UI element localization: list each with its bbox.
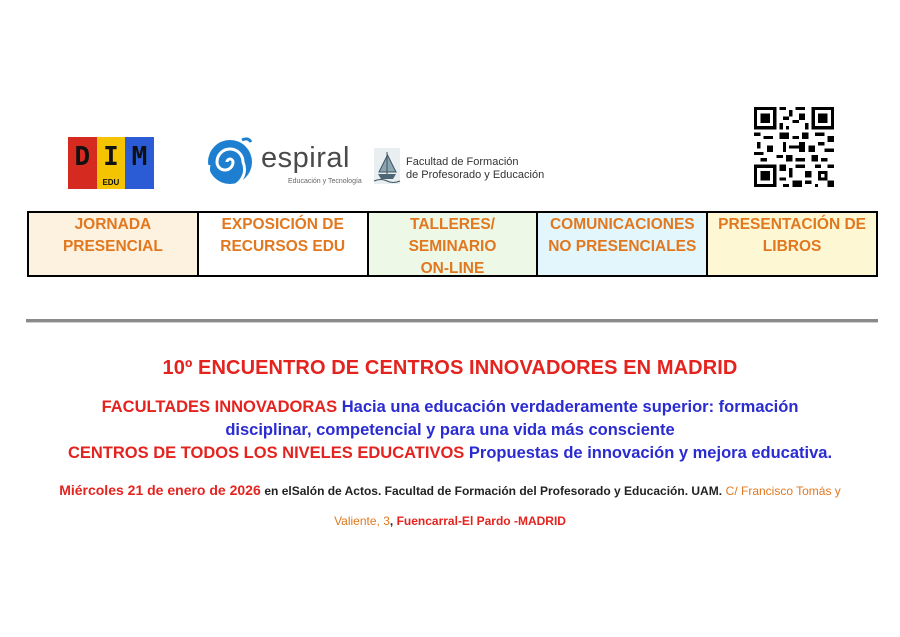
spiral-icon bbox=[206, 136, 254, 186]
espiral-wordmark: espiral bbox=[261, 142, 350, 174]
event-title: 10º ENCUENTRO DE CENTROS INNOVADORES EN MADRID bbox=[162, 357, 738, 379]
facultad-name bbox=[406, 156, 544, 182]
dim-edu-label: EDU bbox=[97, 177, 126, 189]
category-label: PRESENTACIÓN DE LIBROS bbox=[718, 216, 866, 255]
event-line-2 bbox=[0, 421, 900, 440]
dim-bottom-blue bbox=[125, 177, 154, 189]
event-district: Fuencarral-El Pardo -MADRID bbox=[396, 514, 566, 528]
dim-edu-logo bbox=[68, 137, 154, 189]
event-street-part1: C/ Francisco Tomás y bbox=[725, 484, 841, 498]
centros-heading: CENTROS DE TODOS LOS NIVELES EDUCATIVOS bbox=[67, 444, 465, 462]
category-talleres-seminario[interactable] bbox=[369, 213, 539, 275]
category-comunicaciones[interactable] bbox=[538, 213, 708, 275]
event-venue: en elSalón de Actos. Facultad de Formación del Profesorado y Educación. UAM. bbox=[264, 484, 723, 498]
ship-icon bbox=[372, 146, 402, 186]
centros-description: Propuestas de innovación y mejora educativa. bbox=[468, 444, 833, 462]
facultades-description-cont: disciplinar, competencial y para una vida más consciente bbox=[225, 421, 675, 439]
category-label: TALLERES/ SEMINARIO ON-LINE bbox=[408, 216, 497, 277]
event-line-1 bbox=[0, 398, 900, 417]
event-date: Miércoles 21 de enero de 2026 bbox=[59, 482, 261, 498]
category-label: EXPOSICIÓN DE RECURSOS EDU bbox=[220, 216, 346, 255]
facultad-line-2: de Profesorado y Educación bbox=[406, 169, 545, 181]
category-jornada-presencial[interactable] bbox=[29, 213, 199, 275]
category-label: JORNADA PRESENCIAL bbox=[62, 216, 163, 255]
dim-letter-i: I bbox=[97, 137, 126, 177]
event-date-venue bbox=[0, 482, 900, 498]
dim-bottom-red bbox=[68, 177, 97, 189]
event-line-3 bbox=[0, 444, 900, 463]
espiral-tagline: Educación y Tecnología bbox=[288, 178, 362, 185]
dim-letter-d: D bbox=[68, 137, 97, 177]
horizontal-divider bbox=[26, 319, 878, 323]
category-exposicion-recursos[interactable] bbox=[199, 213, 369, 275]
facultad-line-1: Facultad de Formación bbox=[406, 156, 519, 168]
event-street-part2: Valiente, 3 bbox=[334, 514, 390, 528]
qr-code[interactable] bbox=[754, 107, 834, 187]
facultades-description: Hacia una educación verdaderamente superior: formación bbox=[341, 398, 799, 416]
event-address bbox=[0, 514, 900, 528]
category-presentacion-libros[interactable] bbox=[708, 213, 876, 275]
category-label: COMUNICACIONES NO PRESENCIALES bbox=[548, 216, 697, 255]
facultades-heading: FACULTADES INNOVADORAS bbox=[101, 398, 338, 416]
facultad-logo bbox=[372, 146, 545, 186]
espiral-logo bbox=[206, 134, 366, 190]
category-table bbox=[27, 211, 878, 277]
address-comma: , bbox=[389, 514, 394, 528]
dim-letter-m: M bbox=[125, 137, 154, 177]
